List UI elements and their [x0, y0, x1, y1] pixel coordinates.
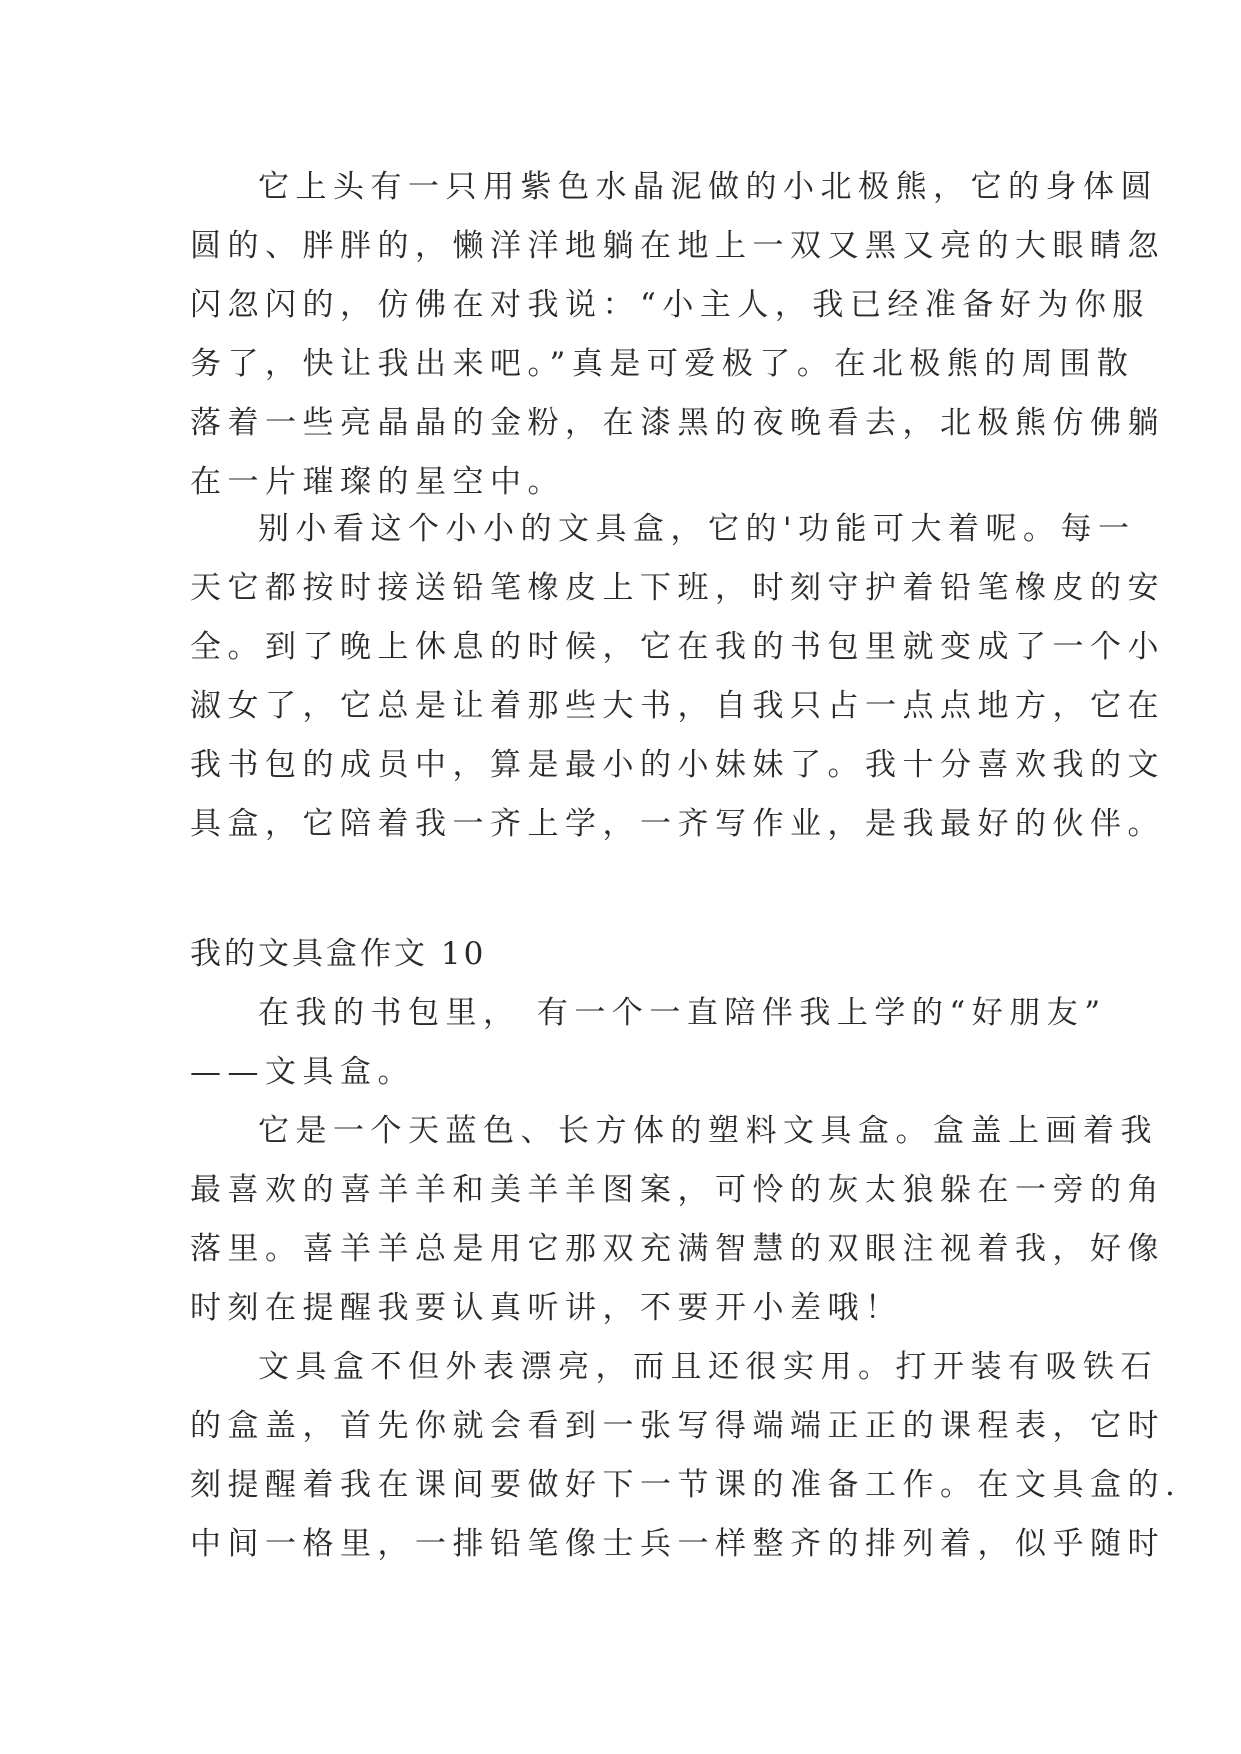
- paragraph-line: 最喜欢的喜羊羊和美羊羊图案，可怜的灰太狼躲在一旁的角: [190, 1172, 1165, 1208]
- paragraph-line: 淑女了，它总是让着那些大书，自我只占一点点地方，它在: [190, 688, 1165, 724]
- paragraph-functions: [190, 500, 1165, 854]
- paragraph-line: 刻提醒着我在课间要做好下一节课的准备工作。在文具盒的.: [190, 1467, 1182, 1503]
- essay-title: 我的文具盒作文 10: [190, 936, 487, 972]
- paragraph-line: ——文具盒。: [190, 1054, 415, 1090]
- paragraph-line: 在一片璀璨的星空中。: [190, 464, 565, 500]
- paragraph-line: 它上头有一只用紫色水晶泥做的小北极熊，它的身体圆: [258, 169, 1158, 205]
- paragraph-line: 的盒盖，首先你就会看到一张写得端端正正的课程表，它时: [190, 1408, 1165, 1444]
- paragraph-line: 它是一个天蓝色、长方体的塑料文具盒。盒盖上画着我: [258, 1113, 1158, 1149]
- paragraph-line: 别小看这个小小的文具盒，它的'功能可大着呢。每一: [258, 511, 1136, 547]
- paragraph-line: 全。到了晚上休息的时候，它在我的书包里就变成了一个小: [190, 629, 1165, 665]
- paragraph-polar-bear: [190, 158, 1165, 512]
- paragraph-line: 圆的、胖胖的，懒洋洋地躺在地上一双又黑又亮的大眼睛忽: [190, 228, 1165, 264]
- paragraph-line: 文具盒不但外表漂亮，而且还很实用。打开装有吸铁石: [258, 1349, 1158, 1385]
- paragraph-line: 具盒，它陪着我一齐上学，一齐写作业，是我最好的伙伴。: [190, 806, 1165, 842]
- paragraph-line: 时刻在提醒我要认真听讲，不要开小差哦！: [190, 1290, 903, 1326]
- essay-10: [190, 925, 1182, 1574]
- paragraph-line: 务了，快让我出来吧。”真是可爱极了。在北极熊的周围散: [190, 346, 1135, 382]
- paragraph-line: 我书包的成员中，算是最小的小妹妹了。我十分喜欢我的文: [190, 747, 1165, 783]
- paragraph-line: 天它都按时接送铅笔橡皮上下班，时刻守护着铅笔橡皮的安: [190, 570, 1165, 606]
- paragraph-line: 闪忽闪的，仿佛在对我说：“小主人，我已经准备好为你服: [190, 287, 1150, 323]
- paragraph-line: 在我的书包里， 有一个一直陪伴我上学的“好朋友”: [258, 995, 1107, 1031]
- paragraph-line: 落里。喜羊羊总是用它那双充满智慧的双眼注视着我，好像: [190, 1231, 1165, 1267]
- paragraph-line: 中间一格里，一排铅笔像士兵一样整齐的排列着，似乎随时: [190, 1526, 1165, 1562]
- paragraph-line: 落着一些亮晶晶的金粉，在漆黑的夜晚看去，北极熊仿佛躺: [190, 405, 1165, 441]
